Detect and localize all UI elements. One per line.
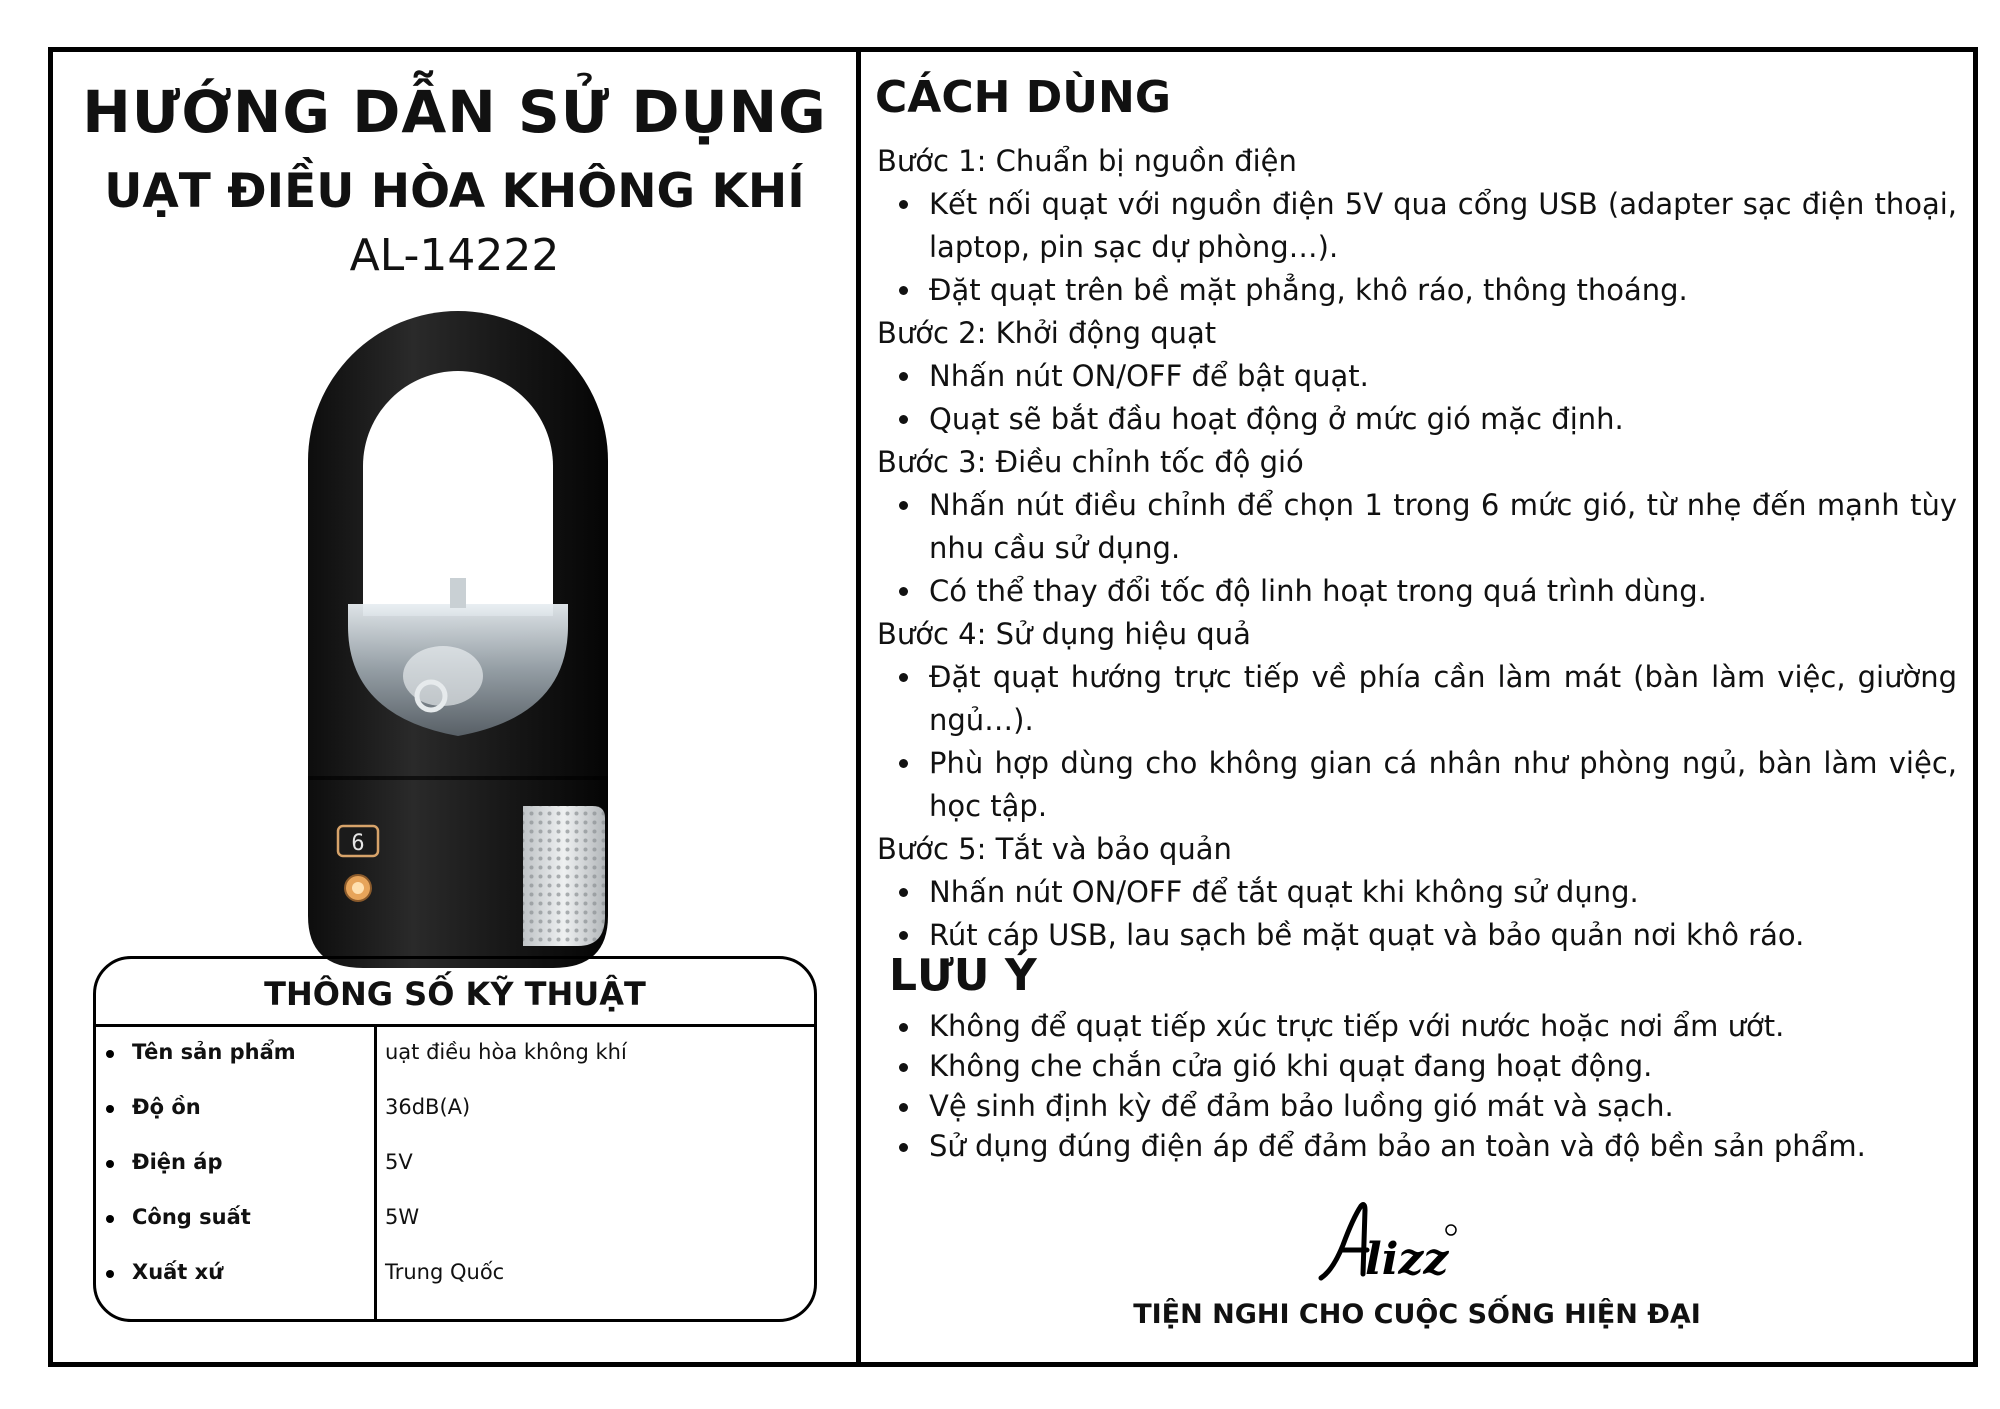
spec-table [93,956,817,1322]
spec-value: uạt điều hòa không khí [385,1040,627,1064]
step-title: Bước 2: Khởi động quạt [877,316,1217,350]
spec-label: Công suất [132,1205,251,1229]
spec-row [96,1082,816,1137]
spec-row [96,1247,816,1302]
spec-row [96,1137,816,1192]
step-bullet: Phù hợp dùng cho không gian cá nhân như phòng ngủ, bàn làm việc, học tập. [877,742,1957,828]
product-subtitle: UẠT ĐIỀU HÒA KHÔNG KHÍ [104,164,805,219]
spec-title: THÔNG SỐ KỸ THUẬT [96,959,814,1027]
bullet-icon [106,1050,114,1058]
spec-label: Độ ồn [132,1095,201,1119]
manual-title: HƯỚNG DẪN SỬ DỤNG [82,78,827,146]
usage-heading: CÁCH DÙNG [875,72,1171,123]
bullet-icon [106,1105,114,1113]
speed-display: 6 [351,831,365,856]
step-title: Bước 4: Sử dụng hiệu quả [877,617,1251,651]
usage-steps [877,140,1957,957]
spec-label: Điện áp [132,1150,223,1174]
svg-text:lizz: lizz [1365,1234,1449,1282]
right-panel [861,52,1973,1362]
note-item: Vệ sinh định kỳ để đảm bảo luồng gió mát và sạch. [877,1086,1957,1126]
notes-list [877,1006,1957,1166]
spec-row [96,1027,816,1082]
spec-value: 5W [385,1205,420,1229]
spec-value: Trung Quốc [385,1260,505,1284]
step-bullet: Có thể thay đổi tốc độ linh hoạt trong quá trình dùng. [877,570,1957,613]
step-bullet: Đặt quạt trên bề mặt phẳng, khô ráo, thông thoáng. [877,269,1957,312]
step-bullet: Nhấn nút điều chỉnh để chọn 1 trong 6 mức gió, từ nhẹ đến mạnh tùy nhu cầu sử dụng. [877,484,1957,570]
step-bullet: Quạt sẽ bắt đầu hoạt động ở mức gió mặc định. [877,398,1957,441]
model-number: AL-14222 [349,230,560,281]
step-bullet: Nhấn nút ON/OFF để tắt quạt khi không sử dụng. [877,871,1957,914]
spec-label: Tên sản phẩm [132,1040,296,1064]
step-bullet: Kết nối quạt với nguồn điện 5V qua cổng USB (adapter sạc điện thoại, laptop, pin sạc dự phòng…). [877,183,1957,269]
spec-value: 5V [385,1150,413,1174]
spec-row [96,1192,816,1247]
step-bullet: Rút cáp USB, lau sạch bề mặt quạt và bảo quản nơi khô ráo. [877,914,1957,957]
step-title: Bước 3: Điều chỉnh tốc độ gió [877,445,1304,479]
step-title: Bước 1: Chuẩn bị nguồn điện [877,144,1297,178]
step-bullet: Đặt quạt hướng trực tiếp về phía cần làm mát (bàn làm việc, giường ngủ…). [877,656,1957,742]
bullet-icon [106,1215,114,1223]
bullet-icon [106,1160,114,1168]
step-title: Bước 5: Tắt và bảo quản [877,832,1232,866]
spec-label: Xuất xứ [132,1260,224,1284]
note-item: Không che chắn cửa gió khi quạt đang hoạt động. [877,1046,1957,1086]
brand-logo [1313,1200,1463,1282]
spec-value: 36dB(A) [385,1095,471,1119]
notes-heading: LƯU Ý [889,950,1037,1001]
left-panel [53,52,856,1362]
fan-product-image [293,296,623,976]
note-item: Không để quạt tiếp xúc trực tiếp với nước hoặc nơi ẩm ướt. [877,1006,1957,1046]
brand-slogan: TIỆN NGHI CHO CUỘC SỐNG HIỆN ĐẠI [1133,1299,1701,1330]
note-item: Sử dụng đúng điện áp để đảm bảo an toàn và độ bền sản phẩm. [877,1126,1957,1166]
step-bullet: Nhấn nút ON/OFF để bật quạt. [877,355,1957,398]
bullet-icon [106,1270,114,1278]
